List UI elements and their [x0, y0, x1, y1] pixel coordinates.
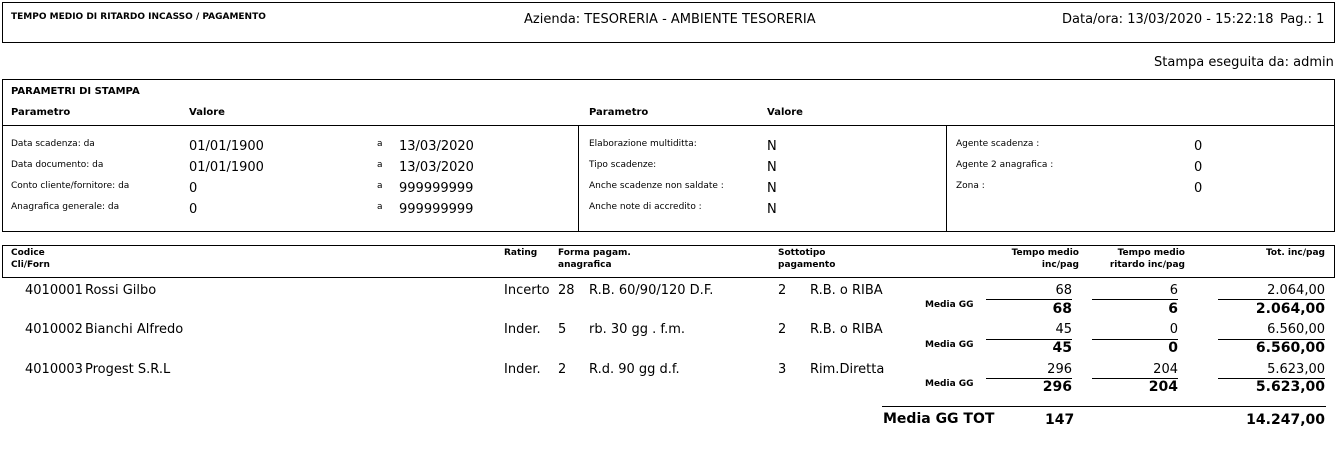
- media-tempo-medio: 68: [1052, 301, 1072, 317]
- param-label: Anche scadenze non saldate :: [589, 181, 724, 191]
- param-a: a: [377, 160, 383, 170]
- subtotal-rule: [1092, 299, 1178, 300]
- param-from: 0: [189, 202, 198, 217]
- row-totale: 5.623,00: [1267, 362, 1325, 377]
- param-from: 01/01/1900: [189, 160, 264, 175]
- param-label: Data documento: da: [11, 160, 104, 170]
- media-totale: 2.064,00: [1255, 301, 1325, 317]
- media-totale: 5.623,00: [1255, 379, 1325, 395]
- row-forma-desc: R.d. 90 gg d.f.: [589, 362, 680, 377]
- row-name: Bianchi Alfredo: [85, 322, 184, 337]
- row-name: Rossi Gilbo: [85, 283, 157, 298]
- grand-total-label: Media GG TOT: [883, 411, 995, 427]
- row-sotto-desc: Rim.Diretta: [810, 362, 885, 377]
- row-forma-desc: rb. 30 gg . f.m.: [589, 322, 685, 337]
- grand-total-totale: 14.247,00: [1246, 412, 1325, 428]
- param-value: 0: [1194, 139, 1203, 154]
- param-label: Zona :: [956, 181, 985, 191]
- row-code: 4010003: [25, 362, 83, 377]
- param-to: 13/03/2020: [399, 160, 474, 175]
- row-rating: Inder.: [504, 322, 541, 337]
- params-col-divider-2: [946, 125, 947, 232]
- print-datetime: Data/ora: 13/03/2020 - 15:22:18: [1062, 12, 1274, 27]
- param-label: Agente 2 anagrafica :: [956, 160, 1054, 170]
- row-tempo-ritardo: 6: [1169, 283, 1178, 298]
- row-rating: Incerto: [504, 283, 550, 298]
- media-label: Media GG: [925, 300, 974, 310]
- param-label: Anagrafica generale: da: [11, 202, 120, 212]
- media-totale: 6.560,00: [1255, 340, 1325, 356]
- row-rating: Inder.: [504, 362, 541, 377]
- grand-total-tempo-medio: 147: [1045, 412, 1075, 428]
- param-value: N: [767, 181, 777, 196]
- th-code: Codice: [11, 248, 45, 258]
- company-name: Azienda: TESORERIA - AMBIENTE TESORERIA: [524, 12, 816, 27]
- th-sottotipo-2: pagamento: [778, 260, 836, 270]
- param-to: 999999999: [399, 202, 474, 217]
- row-tempo-medio: 68: [1055, 283, 1072, 298]
- row-tempo-ritardo: 204: [1153, 362, 1178, 377]
- media-tempo-medio: 45: [1052, 340, 1072, 356]
- param-label: Conto cliente/fornitore: da: [11, 181, 130, 191]
- row-code: 4010001: [25, 283, 83, 298]
- params-header-value-2: Valore: [767, 107, 803, 118]
- media-tempo-medio: 296: [1042, 379, 1072, 395]
- params-divider: [2, 125, 1335, 126]
- param-a: a: [377, 139, 383, 149]
- th-code-2: Cli/Forn: [11, 260, 50, 270]
- param-a: a: [377, 181, 383, 191]
- param-value: N: [767, 202, 777, 217]
- param-to: 13/03/2020: [399, 139, 474, 154]
- row-forma-desc: R.B. 60/90/120 D.F.: [589, 283, 714, 298]
- row-forma-code: 5: [558, 322, 567, 337]
- row-sotto-desc: R.B. o RIBA: [810, 283, 883, 298]
- row-tempo-ritardo: 0: [1169, 322, 1178, 337]
- param-from: 0: [189, 181, 198, 196]
- printed-by: Stampa eseguita da: admin: [1154, 55, 1334, 70]
- media-label: Media GG: [925, 379, 974, 389]
- row-code: 4010002: [25, 322, 83, 337]
- param-a: a: [377, 202, 383, 212]
- param-label: Data scadenza: da: [11, 139, 95, 149]
- row-sotto-desc: R.B. o RIBA: [810, 322, 883, 337]
- param-label: Anche note di accredito :: [589, 202, 702, 212]
- th-tempo-medio: Tempo medio: [1011, 248, 1079, 258]
- params-header-param-1: Parametro: [11, 107, 71, 118]
- th-totale: Tot. inc/pag: [1265, 248, 1325, 258]
- row-totale: 2.064,00: [1267, 283, 1325, 298]
- param-label: Tipo scadenze:: [589, 160, 657, 170]
- page-number: Pag.: 1: [1280, 12, 1325, 27]
- row-totale: 6.560,00: [1267, 322, 1325, 337]
- row-forma-code: 28: [558, 283, 575, 298]
- th-forma: Forma pagam.: [558, 248, 631, 258]
- param-value: N: [767, 139, 777, 154]
- subtotal-rule: [1218, 299, 1325, 300]
- row-tempo-medio: 296: [1047, 362, 1072, 377]
- row-sotto-code: 2: [778, 283, 787, 298]
- th-sottotipo: Sottotipo: [778, 248, 826, 258]
- params-header-param-2: Parametro: [589, 107, 649, 118]
- media-tempo-ritardo: 6: [1168, 301, 1178, 317]
- params-col-divider-1: [578, 125, 579, 232]
- media-label: Media GG: [925, 340, 974, 350]
- param-label: Elaborazione multiditta:: [589, 139, 697, 149]
- row-sotto-code: 3: [778, 362, 787, 377]
- th-forma-2: anagrafica: [558, 260, 612, 270]
- row-forma-code: 2: [558, 362, 567, 377]
- row-tempo-medio: 45: [1055, 322, 1072, 337]
- grand-total-rule: [882, 406, 1326, 407]
- param-to: 999999999: [399, 181, 474, 196]
- param-value: N: [767, 160, 777, 175]
- th-tempo-medio-2: inc/pag: [1041, 260, 1079, 270]
- report-title: TEMPO MEDIO DI RITARDO INCASSO / PAGAMENTO: [11, 12, 266, 22]
- th-rating: Rating: [504, 248, 538, 258]
- param-value: 0: [1194, 181, 1203, 196]
- param-value: 0: [1194, 160, 1203, 175]
- param-from: 01/01/1900: [189, 139, 264, 154]
- row-sotto-code: 2: [778, 322, 787, 337]
- param-label: Agente scadenza :: [956, 139, 1040, 149]
- row-name: Progest S.R.L: [85, 362, 171, 377]
- th-tempo-ritardo: Tempo medio: [1117, 248, 1185, 258]
- media-tempo-ritardo: 0: [1168, 340, 1178, 356]
- media-tempo-ritardo: 204: [1148, 379, 1178, 395]
- params-section-title: PARAMETRI DI STAMPA: [11, 86, 140, 97]
- th-tempo-ritardo-2: ritardo inc/pag: [1109, 260, 1185, 270]
- subtotal-rule: [986, 299, 1072, 300]
- params-header-value-1: Valore: [189, 107, 225, 118]
